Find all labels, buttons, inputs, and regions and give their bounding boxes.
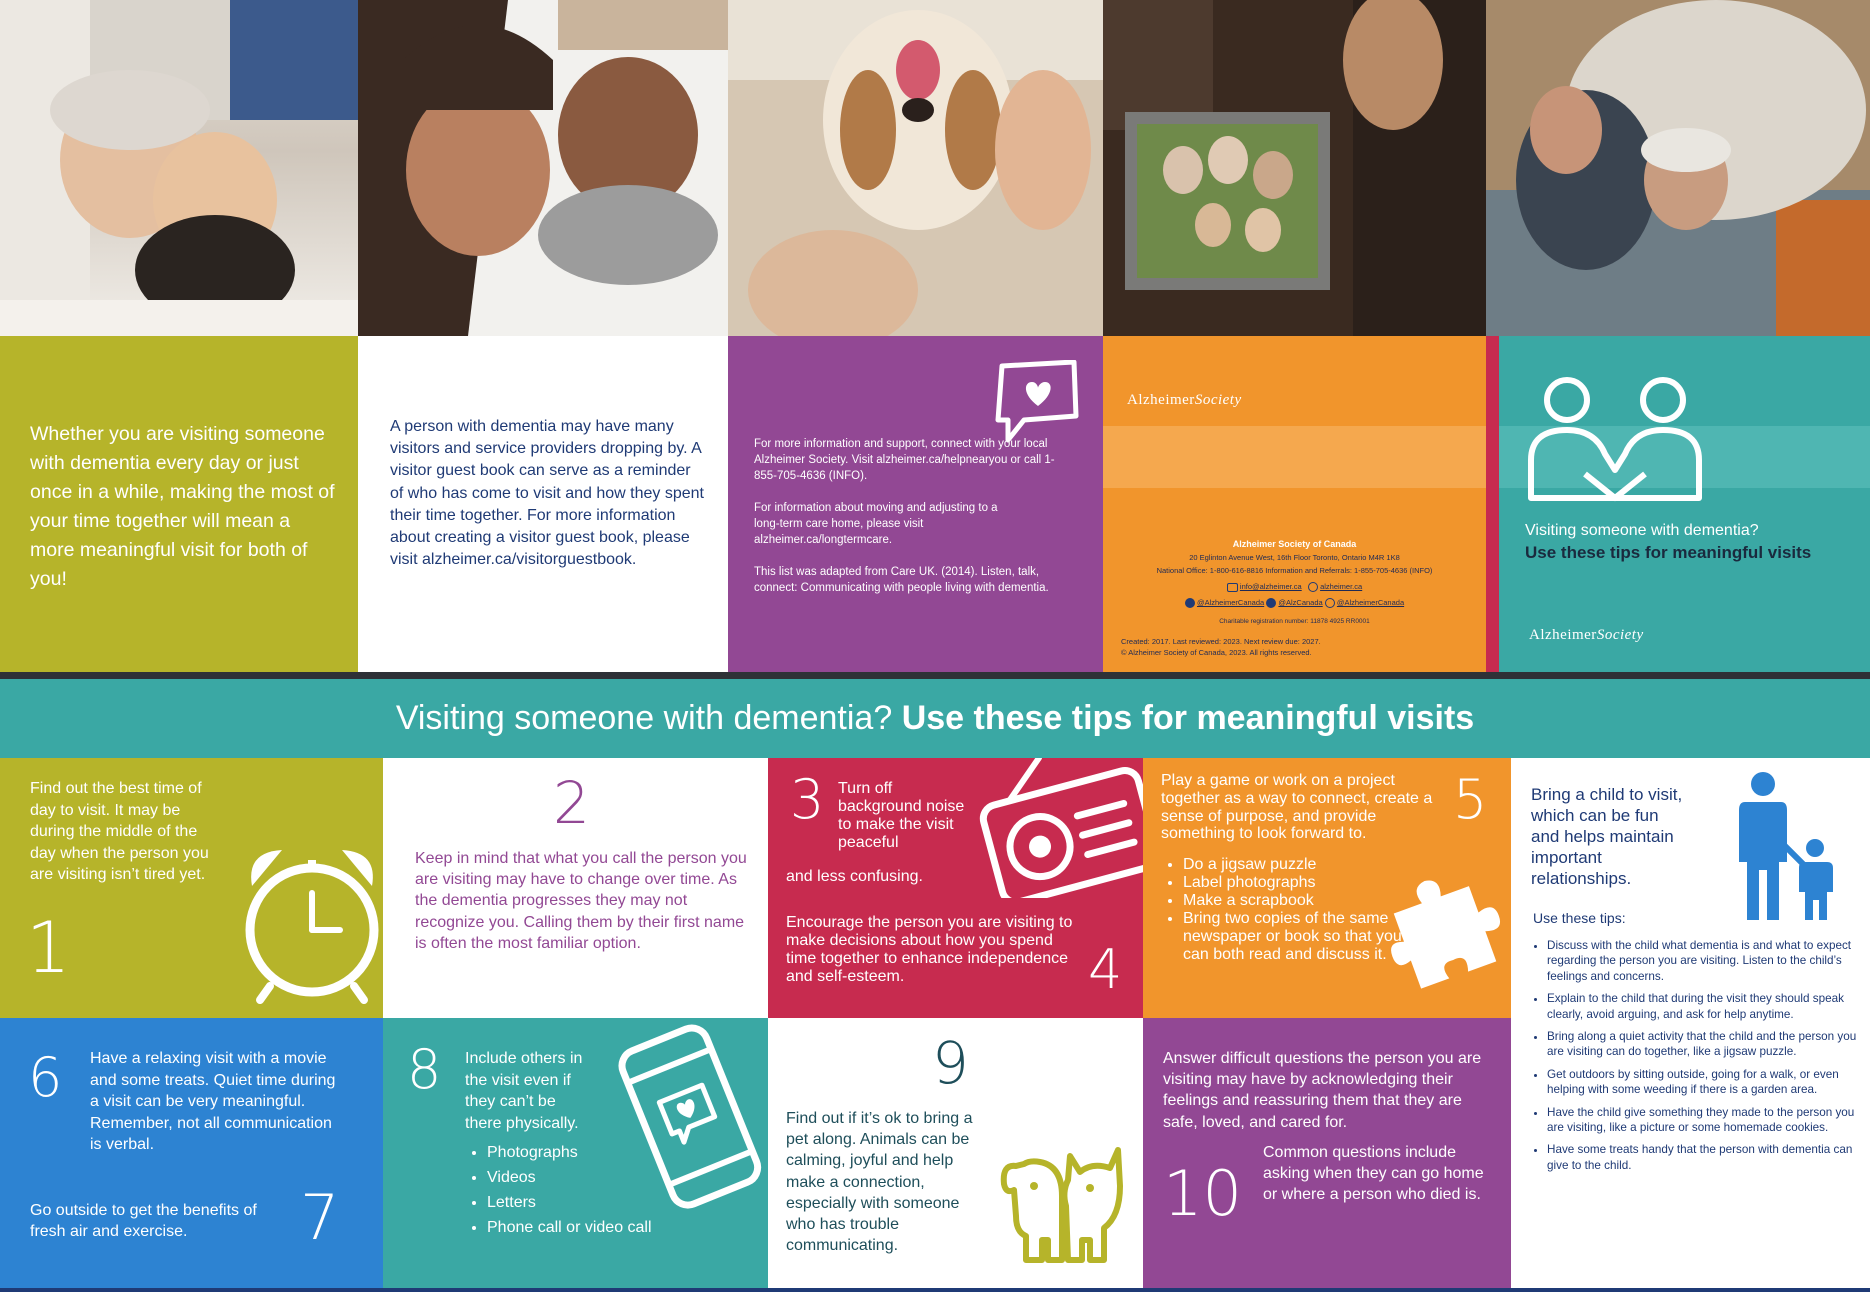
tip-5 [1143, 758, 1511, 1018]
cover-title-line2: Use these tips for meaningful visits [1525, 543, 1812, 562]
back-twitter[interactable]: @AlzCanada [1278, 598, 1323, 607]
tip-8 [383, 1018, 768, 1292]
tip-10 [1143, 1018, 1511, 1292]
cover-logo [1529, 627, 1644, 644]
photo-grandmother-child-art [0, 0, 358, 336]
email-icon [1227, 583, 1238, 592]
back-instagram[interactable]: @AlzheimerCanada [1336, 598, 1405, 607]
facebook-icon [1185, 598, 1195, 608]
cover-title-line1: Visiting someone with dementia? [1525, 522, 1759, 539]
back-email-web [1103, 580, 1486, 593]
cover-logo-word-a: Alzheimer [1529, 627, 1597, 643]
back-address: 20 Eglinton Avenue West, 16th Floor Toronto, Ontario M4R 1K8 [1189, 553, 1400, 562]
back-copyright: © Alzheimer Society of Canada, 2023. All rights reserved. [1121, 648, 1312, 657]
tip-5-number: 5 [1453, 768, 1488, 831]
banner-title-part2: Use these tips for meaningful visits [901, 699, 1475, 737]
back-band [1103, 426, 1486, 488]
photo-embrace-outdoors [1486, 0, 1870, 336]
cover-logo-word-b: Society [1596, 627, 1644, 643]
puzzle-piece-icon [1383, 866, 1511, 996]
back-logo-word-a: Alzheimer [1127, 392, 1195, 408]
child-subheading: Use these tips: [1533, 910, 1626, 926]
tip-10-text-b: Common questions include asking when they can go home or where a person who died is. [1263, 1144, 1484, 1204]
photo-family-frame [1103, 0, 1486, 336]
back-created: Created: 2017. Last reviewed: 2023. Next review due: 2027. [1121, 637, 1321, 646]
panel-cover [1499, 336, 1870, 672]
child-tip-item: • Explain to the child that during the visit they should speak clearly, avoid arguing, and ask for help anytime. [1547, 991, 1867, 1022]
tip-5-list [1161, 856, 1408, 964]
tip-7-text: Go outside to get the benefits of fresh air and exercise. [30, 1202, 257, 1240]
back-web[interactable]: alzheimer.ca [1320, 582, 1363, 591]
tip-9-number: 9 [932, 1029, 969, 1097]
child-tip-item: • Bring along a quiet activity that the child and the person you are visiting can do together, like a jigsaw puzzle. [1547, 1029, 1867, 1060]
panel-info [728, 336, 1103, 672]
child-tips-list [1533, 938, 1867, 1173]
tip-6-text: Have a relaxing visit with a movie and some treats. Quiet time during a visit can be very meaningful. Remember, not all communication is verbal. [90, 1050, 336, 1153]
child-tip-item: • Have some treats handy that the person with dementia can give to the child. [1547, 1142, 1867, 1173]
photo-grandmother-child [0, 0, 358, 336]
back-phones: National Office: 1-800-616-8816 Information and Referrals: 1-855-705-4636 (INFO) [1156, 566, 1433, 575]
adult-child-icon [1731, 770, 1841, 930]
child-tip-item: • Discuss with the child what dementia is and what to expect regarding the person you are visiting. Listen to the child’s feelings and concerns. [1547, 938, 1867, 984]
photo-embrace-outdoors-art [1486, 0, 1870, 336]
people-holding-hands-icon [1525, 374, 1705, 504]
photo-senior-with-dog [728, 0, 1103, 336]
tip-2-number: 2 [553, 769, 590, 837]
photo-two-women [358, 0, 728, 336]
tip-7-number: 7 [300, 1181, 340, 1254]
tip-2-text: Keep in mind that what you call the person you are visiting may have to change over time. As the dementia progresses they may not recognize you. Calling them by their first name is often the most familiar option. [415, 850, 747, 952]
tip-3-text-b: and less confusing. [786, 868, 923, 885]
back-charity: Charitable registration number: 11878 4925 RR0001 [1219, 618, 1370, 625]
sheet-separator [0, 672, 1870, 679]
child-tip-item: • Have the child give something they made to the person you are visiting, like a picture or some homemade cookies. [1547, 1105, 1867, 1136]
tip-8-item: • Photographs [487, 1140, 727, 1165]
tip-2 [383, 758, 768, 1018]
panel-intro [0, 336, 358, 672]
back-email[interactable]: info@alzheimer.ca [1239, 582, 1302, 591]
tip-6-7 [0, 1018, 383, 1292]
panel-guestbook [358, 336, 728, 672]
tip-5-item: • Label photographs [1183, 874, 1408, 892]
panel-back [1103, 336, 1486, 672]
twitter-icon [1266, 598, 1276, 608]
web-icon [1308, 582, 1318, 592]
photo-two-women-art [358, 0, 728, 336]
panel-divider [1486, 336, 1499, 672]
tip-4-number: 4 [1088, 938, 1123, 1001]
tip-5-item: • Bring two copies of the same newspaper or book so that you can both read and discuss it. [1183, 910, 1408, 964]
tip-6-number: 6 [28, 1046, 63, 1109]
tip-child [1511, 758, 1870, 1292]
bottom-border [0, 1288, 1870, 1292]
tip-8-item: • Letters [487, 1190, 727, 1215]
child-tip-item: • Get outdoors by sitting outside, going for a walk, or even helping with some weeding if there is a garden area. [1547, 1067, 1867, 1098]
tip-1 [0, 758, 383, 1018]
back-contact [1103, 538, 1486, 628]
back-footer [1121, 636, 1321, 658]
back-logo [1127, 392, 1242, 409]
tip-4-text: Encourage the person you are visiting to make decisions about how you spend time together to enhance independence and self-esteem. [786, 914, 1073, 985]
back-org: Alzheimer Society of Canada [1232, 539, 1357, 549]
title-banner [0, 679, 1870, 758]
instagram-icon [1325, 598, 1335, 608]
tip-1-number: 1 [26, 907, 71, 989]
radio-icon [968, 758, 1143, 898]
tip-3-number: 3 [790, 768, 825, 831]
tip-8-item: • Videos [487, 1165, 727, 1190]
photo-senior-with-dog-art [728, 0, 1103, 336]
panel-guestbook-text: A person with dementia may have many visitors and service providers dropping by. A visitor guest book can serve as a reminder of who has come to visit and how they spent their time together. For more information about creating a visitor guest book, please visit alzheimer.ca/visitorguestbook. [390, 418, 704, 569]
cat-and-dog-icon [996, 1136, 1136, 1266]
tip-5-item: • Do a jigsaw puzzle [1183, 856, 1408, 874]
tip-1-text: Find out the best time of day to visit. It may be during the middle of the day when the person you are visiting isn’t tired yet. [30, 780, 209, 883]
info-text-support: For more information and support, connect with your local Alzheimer Society. Visit alzheimer.ca/helpnearyou or call 1-855-705-4636 (INFO). [754, 438, 1055, 482]
child-heading: Bring a child to visit, which can be fun and helps maintain important relationships. [1531, 785, 1683, 888]
panel-intro-text: Whether you are visiting someone with dementia every day or just once in a while, making the most of your time together will mean a more meaningful visit for both of you! [30, 423, 335, 590]
tip-3-text-a: Turn off background noise to make the visit peaceful [838, 780, 965, 851]
tip-8-text: Include others in the visit even if they can’t be there physically. [465, 1050, 583, 1132]
alarm-clock-icon [232, 838, 383, 1008]
banner-title-part1: Visiting someone with dementia? [395, 699, 893, 737]
info-text-source: This list was adapted from Care UK. (2014). Listen, talk, connect: Communicating with people living with dementia. [754, 566, 1049, 594]
tip-9-text: Find out if it’s ok to bring a pet along. Animals can be calming, joyful and help make a connection, especially with someone who has trouble communicating. [786, 1110, 973, 1255]
tip-5-text: Play a game or work on a project together as a way to connect, create a sense of purpose, and provide something to look forward to. [1161, 772, 1433, 843]
info-text-longtermcare: For information about moving and adjusting to a long-term care home, please visit alzheimer.ca/longtermcare. [754, 502, 998, 546]
tip-10-number: 10 [1163, 1157, 1242, 1230]
tip-3-4 [768, 758, 1143, 1018]
back-logo-word-b: Society [1194, 392, 1242, 408]
tip-9 [768, 1018, 1143, 1292]
tip-8-number: 8 [407, 1038, 442, 1101]
smartphone-heart-icon [615, 1022, 765, 1212]
photo-family-frame-art [1103, 0, 1486, 336]
tip-5-item: • Make a scrapbook [1183, 892, 1408, 910]
heart-speech-bubble-icon [986, 360, 1082, 444]
tip-8-item: • Phone call or video call [487, 1215, 727, 1240]
back-social [1103, 596, 1486, 609]
back-facebook[interactable]: @AlzheimerCanada [1196, 598, 1265, 607]
tip-10-text-a: Answer difficult questions the person you are visiting may have by acknowledging their feelings and reassuring them that they are safe, loved, and cared for. [1163, 1050, 1482, 1131]
